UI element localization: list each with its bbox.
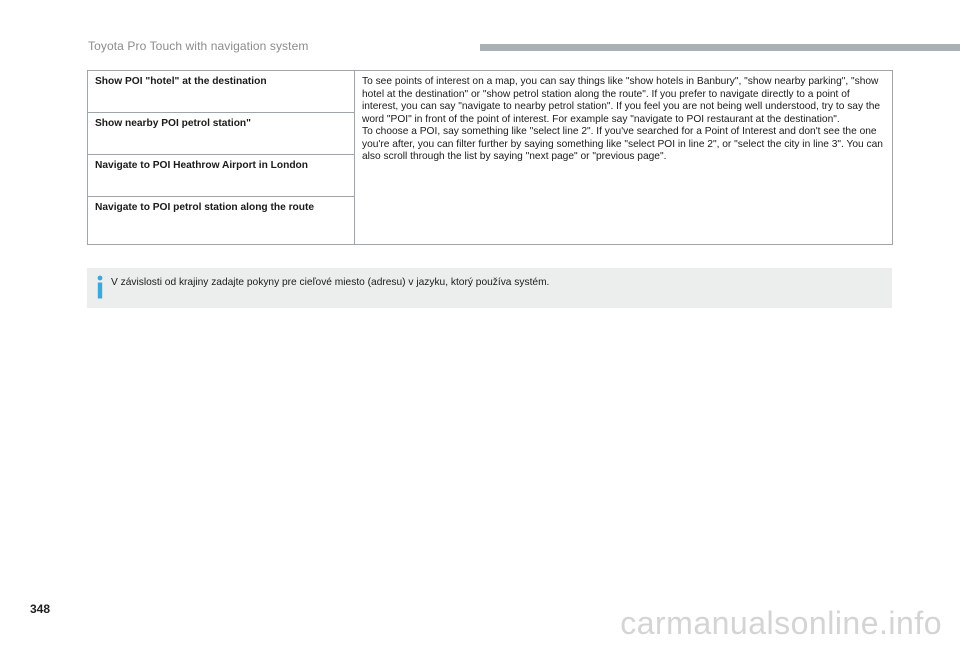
page-header: [0, 36, 960, 58]
note-box: [87, 268, 892, 308]
command-cell: Navigate to POI Heathrow Airport in London: [88, 155, 355, 197]
voice-command-table: [87, 70, 893, 245]
command-cell: Navigate to POI petrol station along the route: [88, 197, 355, 245]
watermark: carmanualsonline.info: [620, 605, 942, 641]
page-title: Toyota Pro Touch with navigation system: [88, 39, 309, 53]
info-icon: [95, 275, 105, 299]
page-number: 348: [30, 602, 51, 616]
description-paragraph: To choose a POI, say something like "select line 2". If you've searched for a Point of Interest and don't see the one you're after, you can filter further by saying something like "select POI in line 2", or "select the city in line 3". You can also scroll through the list by saying "next page" or "previous page".: [362, 126, 883, 162]
description-cell: [355, 71, 893, 245]
command-cell: Show POI "hotel" at the destination: [88, 71, 355, 113]
note-text: V závislosti od krajiny zadajte pokyny pre cieľové miesto (adresu) v jazyku, ktorý používa systém.: [111, 277, 550, 288]
table-row: [88, 71, 893, 113]
header-bar: [480, 44, 960, 51]
description-paragraph: To see points of interest on a map, you can say things like "show hotels in Banbury", "show nearby parking", "show hotel at the destination" or "show petrol station along the route". If you prefer to navigate directly to a point of interest, you can say "navigate to nearby petrol station". If you feel you are not being well understood, try to say the word "POI" in front of the point of interest. For example say "navigate to POI restaurant at the destination".: [362, 76, 881, 125]
command-cell: Show nearby POI petrol station": [88, 113, 355, 155]
